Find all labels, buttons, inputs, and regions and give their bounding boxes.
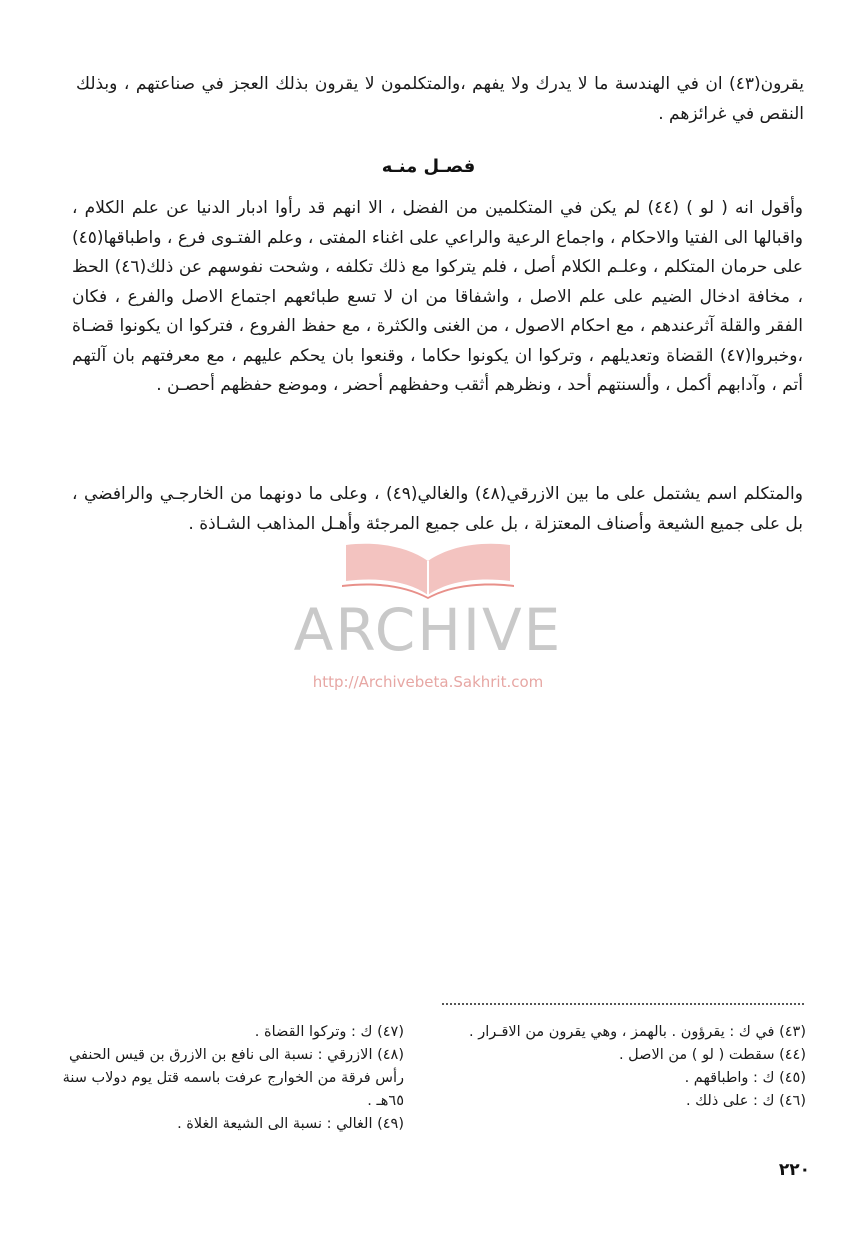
open-book-icon [338, 533, 518, 603]
footnotes-left-column [44, 1021, 404, 1136]
page-number: ٢٢٠ [778, 1160, 810, 1180]
archive-watermark [268, 533, 588, 703]
footnote-49: (٤٩) الغالي : نسبة الى الشيعة الغلاة . [177, 1116, 404, 1132]
section-heading: فصـل منـه [381, 156, 476, 177]
footnotes-right-column [440, 1021, 806, 1113]
body-paragraph-2 [72, 480, 803, 539]
footnote-46: (٤٦) ك : على ذلك . [685, 1093, 806, 1109]
footnote-48: (٤٨) الازرقي : نسبة الى نافع بن الازرق بن قيس الحنفي رأس فرقة من الخوارج عرفت باسمه قتل يوم دولاب سنة ٦٥هـ . [62, 1047, 404, 1109]
intro-paragraph [76, 70, 804, 129]
footnote-45: (٤٥) ك : واطباقهم . [684, 1070, 806, 1086]
watermark-url: http://Archivebeta.Sakhrit.com [312, 673, 544, 691]
footnote-43: (٤٣) في ك : يقرؤون . بالهمز ، وهي يقرون من الاقـرار . [468, 1024, 806, 1040]
footnote-divider [442, 1003, 804, 1005]
footnote-47: (٤٧) ك : وتركوا القضاة . [254, 1024, 404, 1040]
footnote-44: (٤٤) سقطت ( لو ) من الاصل . [618, 1047, 806, 1063]
paragraph-1-text: وأقول انه ( لو ) (٤٤) لم يكن في المتكلمين من الفضل ، الا انهم قد رأوا ادبار الدنيا عن علم الكلام ، واقبالها الى الفتيا والاحكام ، واجماع الرعية والراعي على اغناء المفتى ، وعلم الفتـوى فرع ، واطباقها(٤٥) على حرمان المتكلم ، وعلـم الكلام أصل ، فلم يتركوا مع ذلك تكلفه ، وشحت نفوسهم عن ذلك(٤٦) الحظ ، مخافة ادخال الضيم على علم الاصل ، واشفاقا من ان لا تسع طبائعهم اجتماع الاصل والفرع ، فكان الفقر والقلة آثرعندهم ، مع احكام الاصول ، من الغنى والكثرة ، مع حفظ الفروع ، فتركوا ان يكونوا قضـاة ،وخبروا(٤٧) القضاة وتعديلهم ، وتركوا ان يكونوا حكاما ، وقنعوا بان يحكم عليهم ، مع معرفتهم بان آلتهم أتم ، وآدابهم أكمل ، وألسنتهم أحد ، ونظرهم أثقب وحفظهم أحضر ، وموضع حفظهم أحصـن . [72, 198, 804, 395]
paragraph-2-text: والمتكلم اسم يشتمل على ما بين الازرقي(٤٨) والغالي(٤٩) ، وعلى ما دونهما من الخارجـي والرافضي ، بل على جميع الشيعة وأصناف المعتزلة ، بل على جميع المرجئة وأهـل المذاهب الشـاذة . [72, 484, 803, 534]
watermark-title: ARCHIVE [293, 596, 563, 664]
body-paragraph-1 [72, 194, 803, 401]
intro-text: يقرون(٤٣) ان في الهندسة ما لا يدرك ولا يفهم ،والمتكلمون لا يقرون بذلك العجز في صناعتهم ، وبذلك النقص في غرائزهم . [76, 74, 804, 124]
